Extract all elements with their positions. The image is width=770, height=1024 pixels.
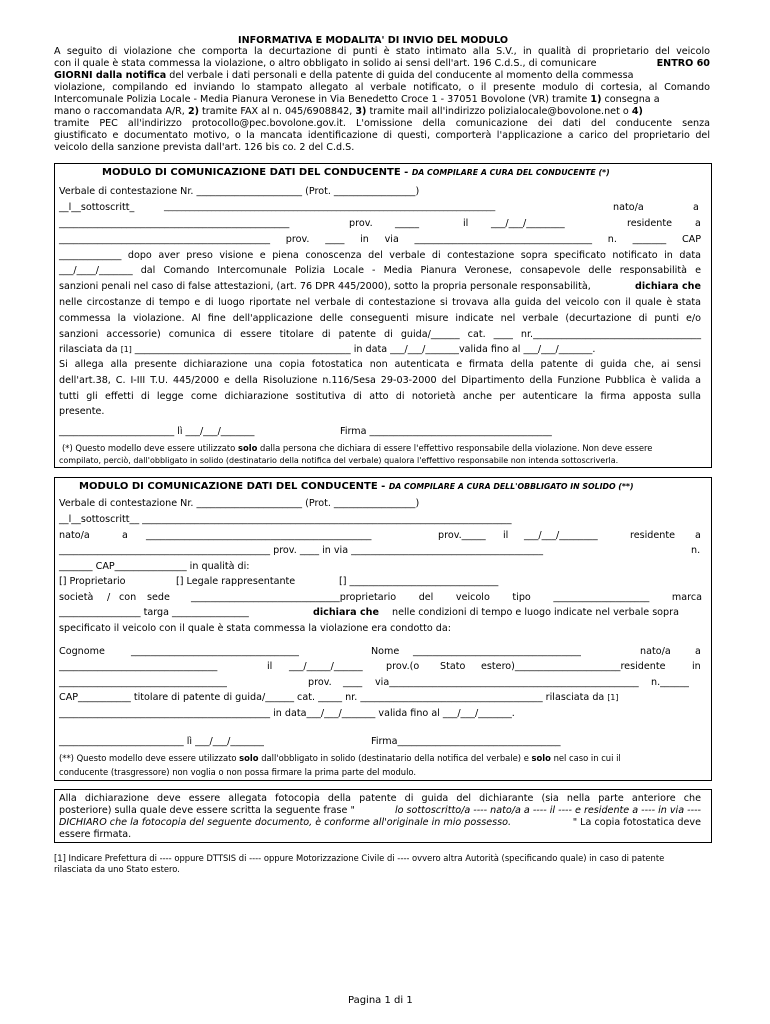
s2-condizioni: nelle condizioni di tempo e luogo indicate nel verbale sopra [392,607,679,618]
s2-cognome-field[interactable]: ___________________________________ [131,646,299,657]
s1-notifica-line: ___/____/_______ dal Comando Intercomunale Polizia Locale - Media Pianura Veronese, consapevole delle responsabilità e [59,265,701,276]
s3-line-2-quote: lo sottoscritto/a ---- nato/a a ---- il ---- e residente a ---- in via ---- [394,805,701,816]
s1-presente: presente. [59,406,105,417]
s2-note-line-2: conducente (trasgressore) non voglia o non possa firmare la prima parte del modulo. [59,767,417,777]
s1-address-line[interactable]: ____________________________________________ prov. ____ in via _____________________________________ n. _______ CAP [59,234,701,245]
s2-targa-field[interactable]: _________________ targa ________________ [59,607,249,618]
s3-line-3 [59,817,701,828]
s1-residente: residente [627,218,673,229]
intro-fax: tramite FAX al n. 045/6908842, [199,106,356,117]
s1-date-place-field[interactable]: ________________________ lì ___/___/_______ [59,426,255,437]
section2-heading-sub: DA COMPILARE A CURA DELL'OBBLIGATO IN SOLIDO (**) [388,482,634,491]
s1-a2: a [695,218,701,229]
intro-line-2 [54,58,710,69]
s2-proprietario-option[interactable]: [] Proprietario [59,576,126,587]
s2-date2-field[interactable]: ___/_____/______ [289,661,363,672]
s1-verbale: Verbale di contestazione Nr. ______________________ (Prot. _________________) [59,186,420,197]
s2-dichiara: dichiara che [313,607,380,618]
s2-prov: prov._____ [438,530,486,541]
s1-note-line-1 [62,443,652,453]
section1-heading [102,167,610,178]
s1-dichiara: dichiara che [634,281,701,292]
intro-line-9: veicolo della sanzione prevista dall'art. 126 bis co. 2 del C.d.S. [54,142,355,153]
s2-nome: Nome [371,646,400,657]
intro-line-1: A seguito di violazione che comporta la decurtazione di punti è stato intimato alla S.V., in qualità di proprietario del veicolo [54,46,710,57]
s2-con: con [119,592,137,603]
s1-birthplace-field[interactable]: ________________________________________________ [59,218,290,229]
s2-in: in [692,661,701,672]
s1-date-field[interactable]: ___/___/________ [491,218,565,229]
s2-date-place-field[interactable]: __________________________ lì ___/___/_______ [59,736,264,747]
intro-num-2: 2) [187,106,199,117]
intro-line-5 [54,94,660,105]
s1-name-field[interactable]: _____________________________________________________________________________ [164,202,496,212]
s2-date-field[interactable]: ___/___/________ [524,530,598,541]
intro-line-6 [54,106,643,117]
s3-line-2-a: posteriore) sulla quale deve essere scritta la seguente frase " [59,805,355,816]
s1-note-line-2: compilato, perciò, dall'obbligato in solido (destinatario della notifica del verbale) qualora l'effettivo responsabile non intenda sottoscriverla. [59,456,619,465]
s2-address-field[interactable]: ____________________________________________ prov. ____ in via ________________________________________ [59,545,544,556]
intro-line-3 [54,70,633,81]
s2-sottoscritto[interactable]: __l__sottoscritt__ _____________________________________________________________________________ [59,514,512,525]
s2-note1-solo: solo [239,753,259,763]
s2-residente: residente [630,530,676,541]
intro-line-5-text: Intercomunale Polizia Locale - Media Pianura Veronese in Via Benedetto Croce 1 - 37051 Bovolone (VR) tramite [54,94,588,105]
s2-note1-rest: nel caso in cui il [550,753,621,763]
s2-prov3-field[interactable]: ____ [343,677,363,688]
s1-footnote-ref: [1] [120,345,132,354]
s2-note1-solo2: solo [531,753,551,763]
s1-a: a [693,202,699,213]
s2-birthplace-field[interactable]: _______________________________________________ [146,530,372,541]
s2-footnote-ref: [1] [607,693,619,702]
s1-sanzioni-line [59,281,701,292]
intro-entro: ENTRO 60 [656,58,710,69]
s3-line-3-end: " La copia fotostatica deve [572,817,701,828]
s2-a2: a [695,530,701,541]
intro-line-7: tramite PEC all'indirizzo protocollo@pec.bovolone.gov.it. L'omissione della comunicazione dei dati del conducente senza [54,118,710,129]
section2-heading-text: MODULO DI COMUNICAZIONE DATI DEL CONDUCENTE - [79,481,389,492]
s2-residenza-field[interactable]: ___________________________________ [59,677,227,688]
s1-circostanze-line: nelle circostanze di tempo e di luogo riportate nel verbale di contestazione si trovava alla guida del veicolo con il quale è stata [59,297,701,308]
s1-cap-line: _____________ dopo aver preso visione e piena conoscenza del verbale di contestazione sopra specificato notificato in data [59,250,701,261]
s2-estero-residente[interactable]: estero)______________________residente [481,661,666,672]
section1-heading-text: MODULO DI COMUNICAZIONE DATI DEL CONDUCENTE - [102,167,412,178]
intro-num-3: 3) [355,106,367,117]
s3-line-4: essere firmata. [59,829,132,840]
s2-il2: il [267,661,273,672]
s2-nato: nato/a [59,530,90,541]
intro-line-2-text: con il quale è stata commessa la violazione, o altro obbligato in solido ai sensi dell'art. 196 C.d.S., di comunicare [54,58,597,69]
s1-note1-a: (*) Questo modello deve essere utilizzato [62,443,238,453]
s2-rilascio-line[interactable]: ____________________________________________ in data___/___/_______ valida fino al ___/___/_______. [59,708,515,719]
s2-note1-mid: dall'obbligato in solido (destinatario della notifica del verbale) e [258,753,532,763]
s1-allega-line: Si allega alla presente dichiarazione una copia fotostatica non autenticata e firmata della patente di guida che, ai sensi [59,359,701,370]
s1-rilasciata-label: rilasciata da [59,344,121,355]
s1-rilasciata-line[interactable] [59,344,595,355]
s1-rilasciata-fields[interactable]: _____________________________________________ in data ___/___/_______valida fino al ___/___/_______. [131,344,596,355]
section2-heading [79,481,634,492]
s2-prov3: prov. [308,677,332,688]
intro-giorni: GIORNI dalla notifica [54,70,167,81]
s2-patente-line[interactable] [59,692,618,703]
s2-prov-o: prov.(o [386,661,420,672]
s2-societa: società [59,592,94,603]
s2-other-option[interactable]: [] _______________________________ [339,576,499,587]
s1-note1-solo: solo [237,443,258,453]
s2-a3: a [695,646,701,657]
s2-slash: / [107,592,111,603]
s2-il: il [503,530,509,541]
s2-firma-field[interactable]: Firma__________________________________ [371,736,561,747]
document-title: INFORMATIVA E MODALITA' DI INVIO DEL MODULO [238,35,509,46]
s2-patente-text[interactable]: CAP___________ titolare di patente di guida/______ cat. _____ nr. ______________________________________ rilasciata da [59,692,608,703]
s2-note1-a: (**) Questo modello deve essere utilizzato [59,753,240,763]
intro-line-3-rest: del verbale i dati personali e della patente di guida del conducente al momento della commessa [166,70,634,81]
s1-art38-line: dell'art.38, C. I-III T.U. 445/2000 e della Risoluzione n.116/Sesa 29-03-2000 del Dipartimento della Funzione Pubblica è valida a [59,375,701,386]
s2-cognome: Cognome [59,646,105,657]
s2-nome-field[interactable]: ___________________________________ [413,646,581,657]
s3-line-2 [59,805,701,816]
intro-line-6-a: mano o raccomandata A/R, [54,106,185,117]
s2-luogo-field[interactable]: _________________________________ [59,661,218,672]
s2-legale-option[interactable]: [] Legale rappresentante [176,576,296,587]
s2-n: n. [691,545,701,556]
s1-commessa-line: commessa la violazione. Al fine dell'applicazione delle conseguenti misure indicate nel verbale (decurtazione di punti e/o [59,313,701,324]
intro-num-1: 1) [590,94,602,105]
s1-prov: prov. [349,218,373,229]
page-number: Pagina 1 di 1 [348,995,413,1006]
s2-cap-line[interactable]: _______ CAP_______________ in qualità di: [59,561,250,572]
s2-verbale: Verbale di contestazione Nr. ______________________ (Prot. _________________) [59,498,420,509]
s3-line-1: Alla dichiarazione deve essere allegata fotocopia della patente di guida del dichiarante (sia nella parte anteriore che [59,793,701,804]
s2-a: a [122,530,128,541]
s1-patente-line[interactable]: sanzioni accessorie) comunica di essere titolare di patente di guida/______ cat. ____ nr.___________________________________ [59,329,701,340]
s2-sede-field[interactable]: _______________________________proprietario del veicolo tipo ____________________ marca [191,592,702,603]
s2-stato: Stato [440,661,466,672]
s2-sede: sede [147,592,170,603]
intro-line-4: violazione, compilando ed inviando lo stampato allegato al verbale notificato, o il presente modulo di cortesia, al Comando [54,82,710,93]
s1-prov-field[interactable]: _____ [395,218,419,229]
s1-firma-field[interactable]: Firma ______________________________________ [340,426,552,437]
section1-heading-sub: DA COMPILARE A CURA DEL CONDUCENTE (*) [411,168,610,177]
s2-note-line-1 [59,753,701,763]
s2-via-field[interactable]: via____________________________________________________ [375,677,639,688]
s1-sanzioni-text: sanzioni penali nel caso di false attestazioni, (art. 76 DPR 445/2000), sotto la propria personale responsabilità, [59,281,591,292]
s1-effetti-line: tutti gli effetti di legge come dichiarazione sostitutiva di atto di notorietà anche per autenticare la firma apposta sulla [59,391,701,402]
s1-sottoscritto-label: __l__sottoscritt_ [59,202,135,213]
s1-nato: nato/a [613,202,644,213]
intro-line-8: giustificato e documentato motivo, o la mancata identificazione di questi, comporterà l'applicazione a carico del proprietario del [54,130,710,141]
s3-line-3-quote: DICHIARO che la fotocopia del seguente documento, è conforme all'originale in mio possesso. [59,817,512,828]
footnote-line-1: [1] Indicare Prefettura di ---- oppure DTTSIS di ---- oppure Motorizzazione Civile di ---- ovvero altra Autorità (specificando quale) in caso di patente [54,853,665,863]
intro-num-4: 4) [631,106,643,117]
footnote-line-2: rilasciata da uno Stato estero. [54,864,180,874]
s1-il: il [463,218,469,229]
s2-specificato: specificato il veicolo con il quale è stata commessa la violazione era condotto da: [59,623,451,634]
s1-note1-rest: dalla persona che dichiara di essere l'effettivo responsabile della violazione. Non deve essere [257,443,653,453]
intro-mail: tramite mail all'indirizzo polizialocale@bovolone.net o [366,106,632,117]
s2-n2-field[interactable]: n.______ [651,677,689,688]
s2-nato2: nato/a [640,646,671,657]
intro-line-5-end: consegna a [601,94,660,105]
